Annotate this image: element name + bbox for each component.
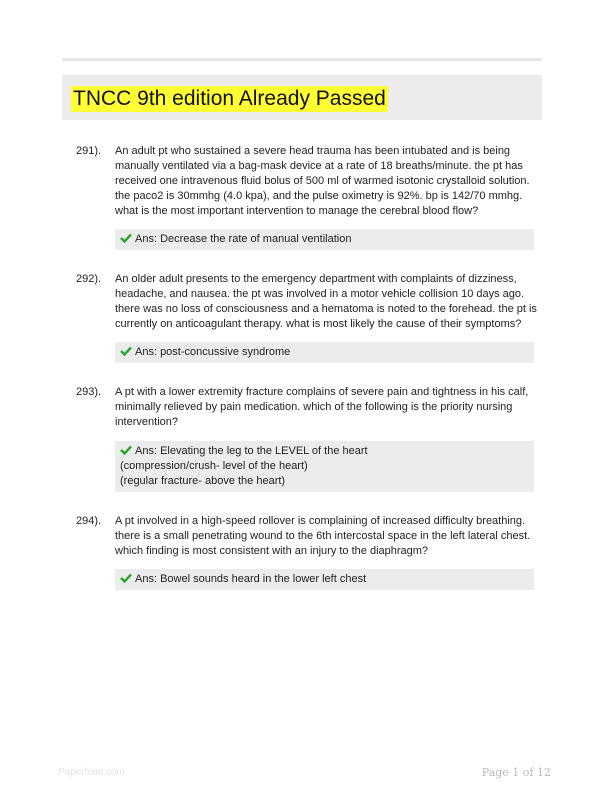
check-icon <box>120 573 132 583</box>
question-text: An adult pt who sustained a severe head trauma has been intubated and is being manually ventilated via a bag-mask device at a rate of 18 breaths/minute. the pt has received one intravenous fluid bolus of 500 ml of warmed isotonic crystalloid solution. the paco2 is 30mmhg (4.0 kpa), and the pulse oximetry is 92%. bp is 142/70 mmhg. what is the most important intervention to manage the cerebral blood flow? <box>115 145 530 217</box>
answer-line <box>120 444 529 459</box>
question-number: 294). <box>76 515 102 527</box>
check-icon <box>120 346 132 356</box>
answer-box <box>115 441 534 492</box>
answer-box <box>115 229 534 250</box>
check-icon <box>120 233 132 243</box>
answer-line <box>120 572 529 587</box>
question-number: 293). <box>76 386 102 398</box>
answer-text: Ans: Decrease the rate of manual ventilation <box>135 233 352 245</box>
question-text: A pt with a lower extremity fracture complains of severe pain and tightness in his calf, minimally relieved by pain medication. which of the following is the priority nursing intervention? <box>115 386 529 428</box>
answer-text: Ans: Bowel sounds heard in the lower left chest <box>135 573 367 585</box>
answer-text: Ans: Elevating the leg to the LEVEL of the heart <box>135 445 368 457</box>
top-divider <box>62 58 542 61</box>
check-icon <box>120 445 132 455</box>
title-banner <box>62 75 542 120</box>
page-number: Page 1 of 12 <box>481 766 551 779</box>
footer-site-watermark: Paperfolio.com <box>58 767 125 778</box>
answer-line <box>120 345 529 360</box>
question-text: An older adult presents to the emergency department with complaints of dizziness, headache, and nausea. the pt was involved in a motor vehicle collision 10 days ago. there was no loss of consciousness and a hematoma is noted to the forehead. the pt is currently on anticoagulant therapy. what is most likely the cause of their symptoms? <box>115 273 537 330</box>
question-number: 291). <box>76 145 102 157</box>
answer-box <box>115 569 534 590</box>
question-number: 292). <box>76 273 102 285</box>
answer-box <box>115 342 534 363</box>
question-text: A pt involved in a high-speed rollover is complaining of increased difficulty breathing. there is a small penetrating wound to the 6th intercostal space in the left lateral chest. which finding is most consistent with an injury to the diaphragm? <box>115 515 531 557</box>
answer-line: (regular fracture- above the heart) <box>120 475 286 487</box>
answer-text: Ans: post-concussive syndrome <box>135 346 291 358</box>
document-title: TNCC 9th edition Already Passed <box>73 87 386 110</box>
answer-line: (compression/crush- level of the heart) <box>120 460 308 472</box>
answer-line <box>120 232 529 247</box>
